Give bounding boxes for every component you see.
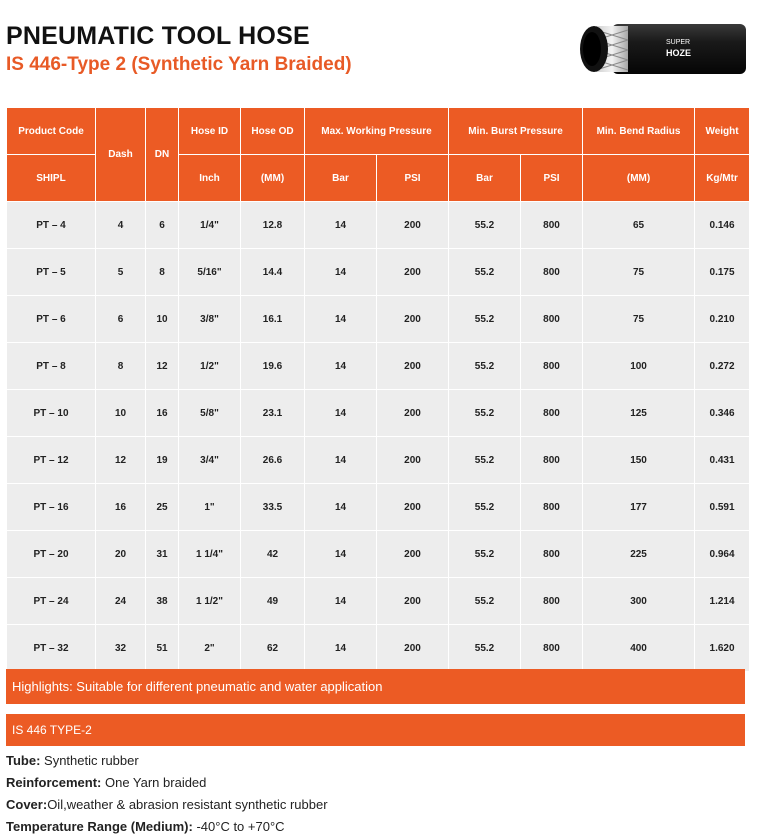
table-row	[7, 343, 750, 390]
table-cell: 19.6	[241, 343, 305, 390]
reinforcement-value: One Yarn braided	[101, 775, 207, 790]
table-cell: 1 1/4"	[179, 531, 241, 578]
table-cell: 800	[521, 437, 583, 484]
table-cell: 38	[146, 578, 179, 625]
page-title: PNEUMATIC TOOL HOSE	[6, 22, 310, 50]
table-row	[7, 578, 750, 625]
table-cell: PT – 12	[7, 437, 96, 484]
table-cell: 0.210	[695, 296, 750, 343]
table-cell: 33.5	[241, 484, 305, 531]
table-cell: PT – 4	[7, 202, 96, 249]
table-row	[7, 437, 750, 484]
table-cell: 800	[521, 625, 583, 672]
table-cell: 200	[377, 343, 449, 390]
table-cell: 55.2	[449, 390, 521, 437]
table-cell: 1"	[179, 484, 241, 531]
table-cell: 0.175	[695, 249, 750, 296]
table-cell: 65	[583, 202, 695, 249]
cover-value: Oil,weather & abrasion resistant synthetic rubber	[47, 797, 328, 812]
table-cell: 125	[583, 390, 695, 437]
table-cell: 31	[146, 531, 179, 578]
table-cell: 200	[377, 249, 449, 296]
table-cell: 200	[377, 202, 449, 249]
table-cell: 14	[305, 578, 377, 625]
table-cell: 5	[96, 249, 146, 296]
table-cell: PT – 6	[7, 296, 96, 343]
table-row	[7, 202, 750, 249]
table-cell: 800	[521, 390, 583, 437]
table-cell: 55.2	[449, 531, 521, 578]
table-cell: 177	[583, 484, 695, 531]
table-cell: 800	[521, 484, 583, 531]
table-cell: 55.2	[449, 625, 521, 672]
table-cell: 200	[377, 296, 449, 343]
table-cell: 23.1	[241, 390, 305, 437]
subheader-mwp-psi: PSI	[377, 155, 449, 202]
header-weight: Weight	[695, 108, 750, 155]
table-cell: 19	[146, 437, 179, 484]
table-row	[7, 249, 750, 296]
table-cell: 14	[305, 437, 377, 484]
table-cell: PT – 24	[7, 578, 96, 625]
header-dn: DN	[146, 108, 179, 202]
property-reinforcement	[6, 772, 328, 794]
table-cell: 55.2	[449, 484, 521, 531]
table-cell: 200	[377, 484, 449, 531]
subheader-mbp-bar: Bar	[449, 155, 521, 202]
table-cell: 55.2	[449, 437, 521, 484]
tube-label: Tube:	[6, 753, 41, 768]
table-cell: 55.2	[449, 578, 521, 625]
table-cell: 225	[583, 531, 695, 578]
table-cell: 14	[305, 531, 377, 578]
table-cell: 6	[96, 296, 146, 343]
table-row	[7, 625, 750, 672]
tube-value: Synthetic rubber	[40, 753, 139, 768]
table-cell: 5/16"	[179, 249, 241, 296]
cover-label: Cover:	[6, 797, 48, 812]
property-tube	[6, 750, 328, 772]
table-cell: PT – 16	[7, 484, 96, 531]
table-cell: 12	[96, 437, 146, 484]
table-cell: 14	[305, 343, 377, 390]
hose-logo-text-2: HOZE	[666, 48, 692, 58]
table-cell: 1.214	[695, 578, 750, 625]
table-cell: 0.964	[695, 531, 750, 578]
table-cell: 1.620	[695, 625, 750, 672]
table-cell: 62	[241, 625, 305, 672]
table-cell: 400	[583, 625, 695, 672]
table-cell: 200	[377, 625, 449, 672]
table-cell: 14	[305, 202, 377, 249]
header-hose-id: Hose ID	[179, 108, 241, 155]
table-row	[7, 296, 750, 343]
table-cell: 24	[96, 578, 146, 625]
table-cell: 4	[96, 202, 146, 249]
table-cell: PT – 32	[7, 625, 96, 672]
subheader-od-mm: (MM)	[241, 155, 305, 202]
table-cell: 20	[96, 531, 146, 578]
table-cell: 51	[146, 625, 179, 672]
table-row	[7, 390, 750, 437]
table-cell: 14	[305, 625, 377, 672]
property-cover	[6, 794, 328, 816]
header-min-bend-radius: Min. Bend Radius	[583, 108, 695, 155]
table-cell: 100	[583, 343, 695, 390]
table-row	[7, 484, 750, 531]
header-max-working-pressure: Max. Working Pressure	[305, 108, 449, 155]
header-min-burst-pressure: Min. Burst Pressure	[449, 108, 583, 155]
table-cell: 10	[146, 296, 179, 343]
table-cell: 3/4"	[179, 437, 241, 484]
subheader-shipl: SHIPL	[7, 155, 96, 202]
subheader-mbp-psi: PSI	[521, 155, 583, 202]
table-cell: PT – 8	[7, 343, 96, 390]
table-cell: 800	[521, 531, 583, 578]
table-cell: 42	[241, 531, 305, 578]
hose-logo-text-1: SUPER	[666, 39, 691, 46]
table-cell: PT – 20	[7, 531, 96, 578]
page-subtitle: IS 446-Type 2 (Synthetic Yarn Braided)	[6, 54, 352, 75]
table-row	[7, 531, 750, 578]
header-hose-od: Hose OD	[241, 108, 305, 155]
table-cell: 75	[583, 249, 695, 296]
table-cell: 800	[521, 202, 583, 249]
table-cell: 200	[377, 578, 449, 625]
table-cell: 55.2	[449, 249, 521, 296]
subheader-inch: Inch	[179, 155, 241, 202]
table-cell: 14	[305, 296, 377, 343]
property-temperature	[6, 816, 328, 838]
table-cell: 14	[305, 249, 377, 296]
table-cell: 800	[521, 343, 583, 390]
subheader-mwp-bar: Bar	[305, 155, 377, 202]
table-cell: 8	[146, 249, 179, 296]
table-cell: 16.1	[241, 296, 305, 343]
standard-label-bar: IS 446 TYPE-2	[6, 714, 745, 746]
table-cell: 75	[583, 296, 695, 343]
subheader-bend-mm: (MM)	[583, 155, 695, 202]
header-dash: Dash	[96, 108, 146, 202]
table-cell: 25	[146, 484, 179, 531]
table-cell: 55.2	[449, 202, 521, 249]
table-cell: 150	[583, 437, 695, 484]
hose-properties	[6, 750, 328, 838]
table-cell: 200	[377, 531, 449, 578]
table-cell: 5/8"	[179, 390, 241, 437]
spec-table-body	[7, 202, 750, 672]
table-cell: 0.146	[695, 202, 750, 249]
table-cell: 3/8"	[179, 296, 241, 343]
table-cell: 10	[96, 390, 146, 437]
table-cell: 14	[305, 390, 377, 437]
table-cell: 8	[96, 343, 146, 390]
table-cell: 16	[96, 484, 146, 531]
table-cell: 1/4"	[179, 202, 241, 249]
table-cell: PT – 10	[7, 390, 96, 437]
table-cell: 16	[146, 390, 179, 437]
hose-product-image	[572, 18, 748, 80]
table-cell: 55.2	[449, 343, 521, 390]
table-cell: 0.346	[695, 390, 750, 437]
table-cell: 14	[305, 484, 377, 531]
table-cell: 0.272	[695, 343, 750, 390]
subheader-weight-unit: Kg/Mtr	[695, 155, 750, 202]
table-cell: 6	[146, 202, 179, 249]
highlights-banner: Highlights: Suitable for different pneumatic and water application	[6, 669, 745, 704]
table-cell: 200	[377, 437, 449, 484]
table-cell: 55.2	[449, 296, 521, 343]
header-product-code: Product Code	[7, 108, 96, 155]
table-cell: 49	[241, 578, 305, 625]
table-cell: 0.591	[695, 484, 750, 531]
table-cell: 800	[521, 578, 583, 625]
table-cell: 14.4	[241, 249, 305, 296]
table-cell: PT – 5	[7, 249, 96, 296]
table-cell: 300	[583, 578, 695, 625]
temperature-label: Temperature Range (Medium):	[6, 819, 193, 834]
temperature-value: -40°C to +70°C	[192, 819, 285, 834]
reinforcement-label: Reinforcement:	[6, 775, 102, 790]
table-cell: 0.431	[695, 437, 750, 484]
table-cell: 26.6	[241, 437, 305, 484]
table-cell: 200	[377, 390, 449, 437]
table-cell: 800	[521, 249, 583, 296]
table-cell: 1/2"	[179, 343, 241, 390]
table-cell: 12.8	[241, 202, 305, 249]
table-cell: 2"	[179, 625, 241, 672]
table-cell: 1 1/2"	[179, 578, 241, 625]
table-cell: 800	[521, 296, 583, 343]
table-cell: 32	[96, 625, 146, 672]
table-cell: 12	[146, 343, 179, 390]
spec-table	[6, 107, 750, 672]
